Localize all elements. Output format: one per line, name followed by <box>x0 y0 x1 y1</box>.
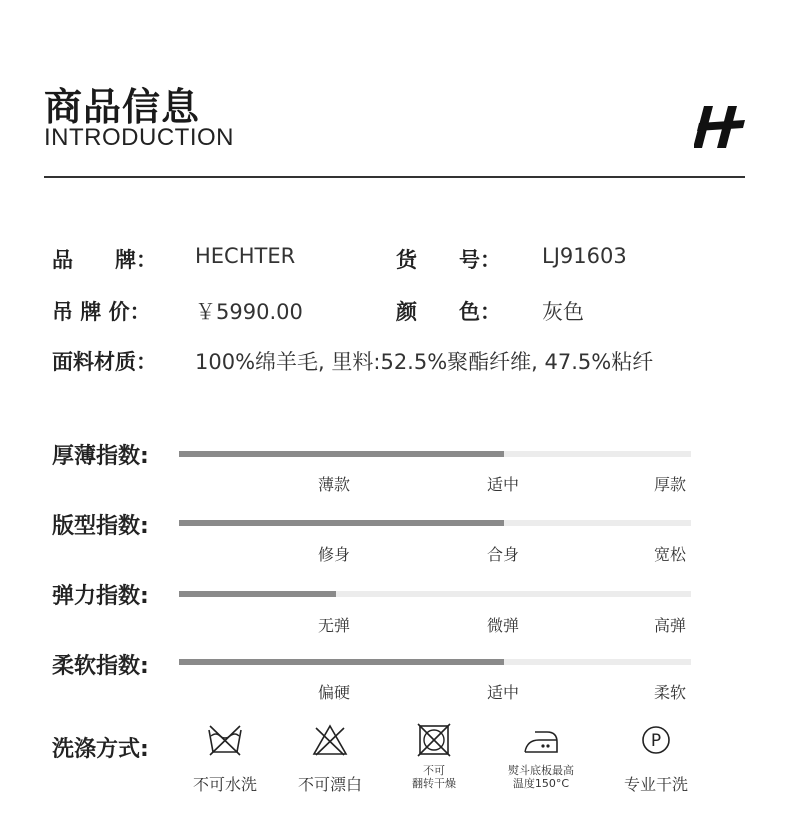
metric-tick-low: 薄款 <box>318 475 351 494</box>
care-text: 熨斗底板最高 <box>508 764 574 777</box>
metric-tick-low: 无弹 <box>318 616 351 635</box>
brand-value: HECHTER <box>195 244 296 268</box>
metric-tick-high: 柔软 <box>654 683 687 702</box>
iron-150-icon <box>521 722 561 758</box>
care-item-iron <box>497 722 585 790</box>
care-item-no-tumble-dry <box>398 722 470 790</box>
header-divider <box>44 176 745 178</box>
professional-dry-clean-icon <box>638 722 674 758</box>
metric-track <box>179 659 691 665</box>
metric-label: 弹力指数: <box>52 584 149 609</box>
svg-text:P: P <box>650 731 662 751</box>
metric-label: 柔软指数: <box>52 654 149 679</box>
material-label: 面料材质： <box>52 350 157 374</box>
metric-tick-low: 偏硬 <box>318 683 351 702</box>
metric-tick-mid: 适中 <box>487 475 520 494</box>
hechter-h-logo-icon <box>694 104 746 150</box>
price-value: ￥5990.00 <box>195 300 303 324</box>
metric-track <box>179 451 691 457</box>
care-item-dry-clean <box>615 722 697 795</box>
metric-fill <box>179 591 336 597</box>
no-bleach-icon <box>310 722 350 758</box>
metric-track <box>179 591 691 597</box>
metric-tick-low: 修身 <box>318 545 351 564</box>
care-item-no-wash <box>185 722 265 795</box>
care-text: 不可 <box>423 764 445 777</box>
page-subtitle: INTRODUCTION <box>44 124 234 151</box>
metric-fill <box>179 451 504 457</box>
brand-label: 品 牌： <box>52 248 157 272</box>
care-text: 不可水洗 <box>192 775 257 794</box>
metric-fill <box>179 659 504 665</box>
care-text-2: 温度150°C <box>512 777 570 790</box>
metric-track <box>179 520 691 526</box>
sku-value: LJ91603 <box>542 244 627 268</box>
color-label: 颜 色： <box>396 300 501 324</box>
metric-tick-high: 厚款 <box>654 475 687 494</box>
washing-label: 洗涤方式: <box>52 737 149 762</box>
color-value: 灰色 <box>542 300 584 324</box>
metric-label: 版型指数: <box>52 514 149 539</box>
care-text: 不可漂白 <box>297 775 362 794</box>
material-value: 100%绵羊毛, 里料:52.5%聚酯纤维, 47.5%粘纤 <box>195 350 654 374</box>
metric-label: 厚薄指数: <box>52 444 149 469</box>
metric-tick-high: 高弹 <box>654 616 687 635</box>
care-text-2: 翻转干燥 <box>412 777 456 790</box>
no-wash-icon <box>205 722 245 758</box>
price-label: 吊 牌 价： <box>52 300 151 324</box>
metric-tick-mid: 合身 <box>487 545 520 564</box>
sku-label: 货 号： <box>396 248 501 272</box>
metric-tick-mid: 微弹 <box>487 616 520 635</box>
metric-tick-mid: 适中 <box>487 683 520 702</box>
page-title: 商品信息 <box>44 85 201 129</box>
metric-tick-high: 宽松 <box>654 545 687 564</box>
care-text: 专业干洗 <box>623 775 688 794</box>
metric-fill <box>179 520 504 526</box>
care-item-no-bleach <box>290 722 370 795</box>
no-tumble-dry-icon <box>416 722 452 758</box>
